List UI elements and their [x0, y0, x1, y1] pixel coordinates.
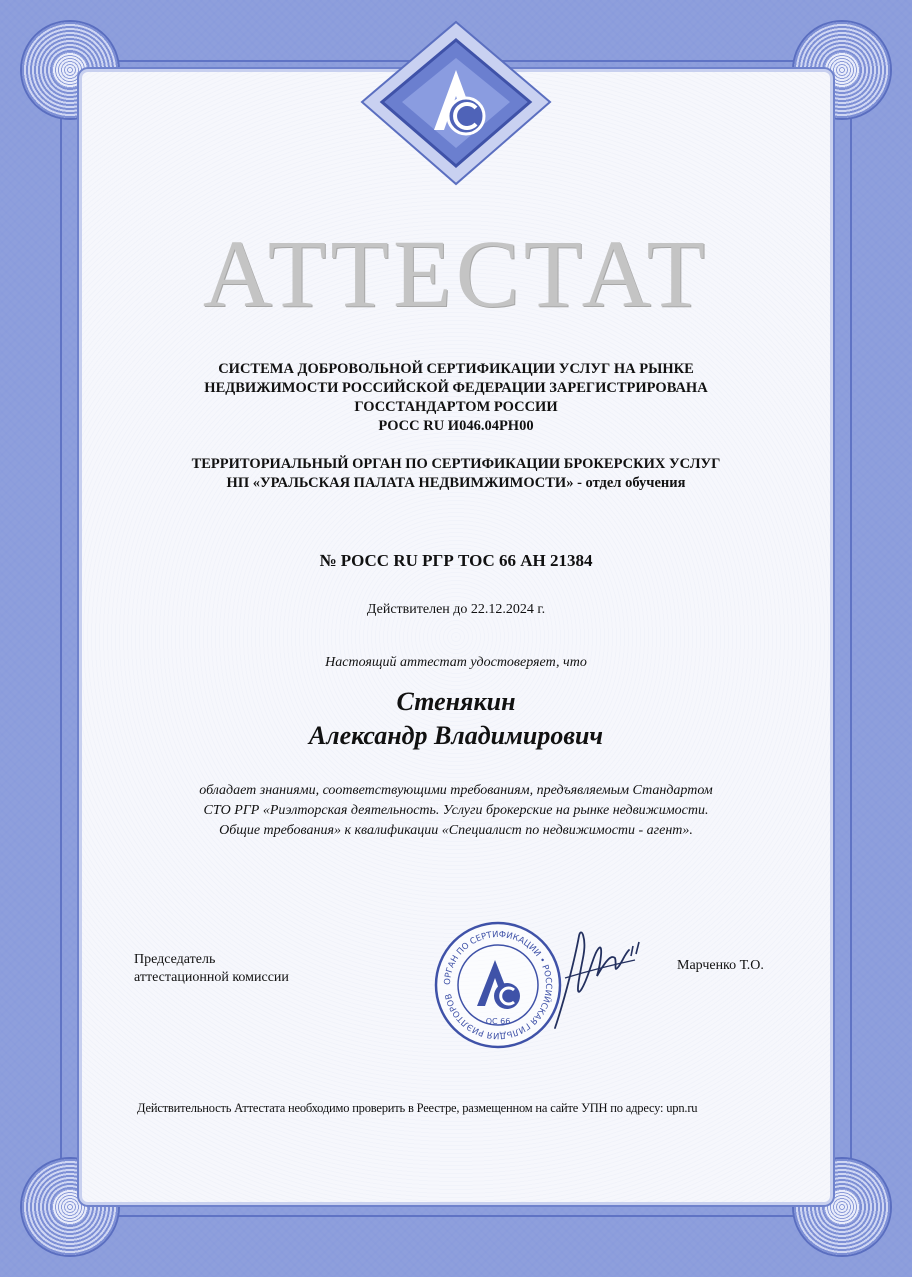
system-line: ГОССТАНДАРТОМ РОССИИ: [354, 399, 558, 415]
ars-logo-icon: [350, 18, 562, 188]
qualification-line: обладает знаниями, соответствующими требованиям, предъявляемым Стандартом: [199, 783, 713, 798]
system-registration-code: РОСС RU И046.04РН00: [378, 418, 534, 434]
system-line: НЕДВИЖИМОСТИ РОССИЙСКОЙ ФЕДЕРАЦИИ ЗАРЕГИСТРИРОВАНА: [204, 380, 708, 396]
certificate-title: АТТЕСТАТ: [202, 220, 710, 327]
organ-line: НП «УРАЛЬСКАЯ ПАЛАТА НЕДВИМЖИМОСТИ» - отдел обучения: [226, 475, 686, 491]
chairman-label-line: аттестационной комиссии: [134, 970, 289, 985]
seal-code: ОС 66: [485, 1017, 511, 1026]
chairman-label: [134, 951, 289, 987]
certificate-number: № РОСС RU РГР ТОС 66 АН 21384: [319, 551, 593, 570]
qualification-text: [0, 781, 912, 841]
signature-icon: [535, 918, 645, 1038]
certification-system-block: [0, 360, 912, 436]
certification-organ-block: [0, 455, 912, 493]
qualification-line: СТО РГР «Риэлторская деятельность. Услуги брокерские на рынке недвижимости.: [203, 803, 709, 818]
qualification-line: Общие требования» к квалификации «Специалист по недвижимости - агент».: [219, 823, 693, 838]
signer-name: Марченко Т.О.: [677, 958, 764, 973]
holder-given-names: Александр Владимирович: [308, 721, 604, 750]
certifies-intro: Настоящий аттестат удостоверяет, что: [325, 655, 587, 670]
chairman-label-line: Председатель: [134, 952, 216, 967]
seal-ring-text: ОРГАН ПО СЕРТИФИКАЦИИ • РОССИЙСКАЯ ГИЛЬДИЯ РИЭЛТОРОВ: [442, 929, 554, 1041]
valid-until: Действителен до 22.12.2024 г.: [366, 602, 546, 617]
holder-surname: Стенякин: [396, 687, 516, 716]
holder-name: [0, 685, 912, 753]
system-line: СИСТЕМА ДОБРОВОЛЬНОЙ СЕРТИФИКАЦИИ УСЛУГ НА РЫНКЕ: [218, 361, 694, 377]
verification-note: Действительность Аттестата необходимо проверить в Реестре, размещенном на сайте УПН по адресу: upn.ru: [137, 1101, 698, 1115]
organ-line: ТЕРРИТОРИАЛЬНЫЙ ОРГАН ПО СЕРТИФИКАЦИИ БРОКЕРСКИХ УСЛУГ: [191, 456, 721, 472]
